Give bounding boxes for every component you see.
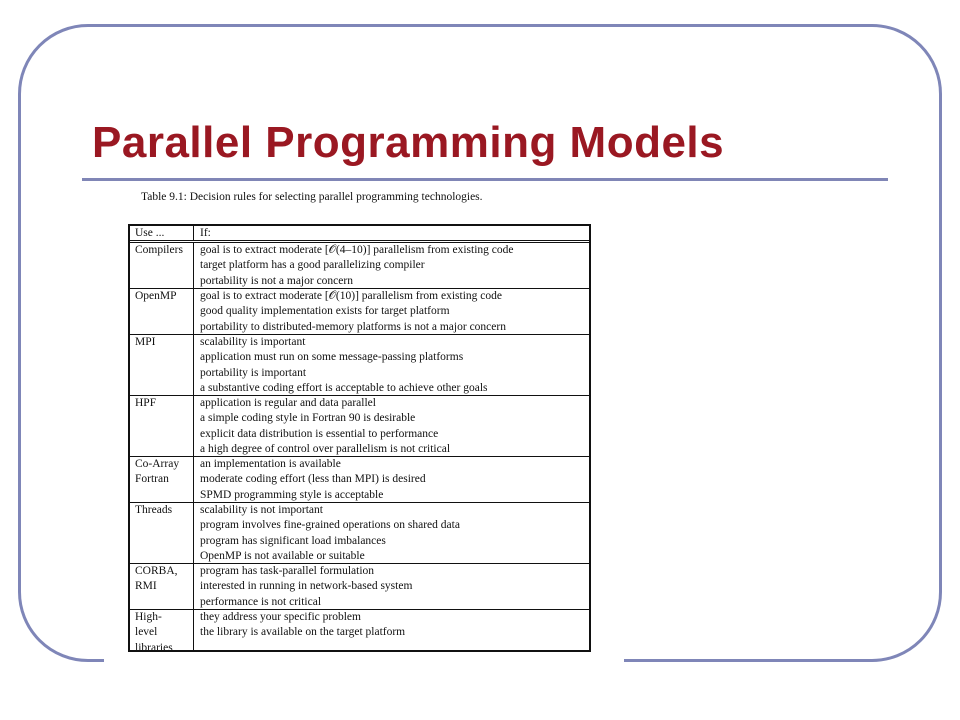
conditions-cell xyxy=(194,335,589,395)
header-if: If: xyxy=(200,227,211,239)
frame-gap xyxy=(104,654,624,668)
use-text: RMI xyxy=(135,580,157,593)
condition-text: program involves fine-grained operations on shared data xyxy=(200,519,460,532)
condition-text: program has task-parallel formulation xyxy=(200,565,375,577)
conditions-cell xyxy=(194,503,589,563)
conditions-cell xyxy=(194,243,589,288)
use-text: High- xyxy=(135,611,162,623)
use-cell xyxy=(130,289,194,334)
table-body xyxy=(130,243,589,652)
table-row xyxy=(130,610,589,652)
table-row xyxy=(130,457,589,503)
condition-text: scalability is important xyxy=(200,336,306,348)
condition-text: the library is available on the target platform xyxy=(200,626,406,639)
condition-text: portability to distributed-memory platforms is not a major concern xyxy=(200,320,506,333)
use-text: Threads xyxy=(135,504,173,516)
condition-text: portability is important xyxy=(200,366,307,379)
table-row xyxy=(130,243,589,289)
condition-text: explicit data distribution is essential to performance xyxy=(200,427,439,440)
condition-text: interested in running in network-based system xyxy=(200,580,413,593)
condition-text: target platform has a good parallelizing compiler xyxy=(200,259,425,272)
use-cell xyxy=(130,396,194,456)
use-text: HPF xyxy=(135,397,157,409)
table-caption: Table 9.1: Decision rules for selecting parallel programming technologies. xyxy=(141,191,483,203)
conditions-cell xyxy=(194,396,589,456)
condition-text: application is regular and data parallel xyxy=(200,397,376,409)
condition-text: a substantive coding effort is acceptable to achieve other goals xyxy=(200,381,488,394)
condition-text: scalability is not important xyxy=(200,504,323,516)
header-use: Use ... xyxy=(130,226,194,240)
use-text: level xyxy=(135,626,158,639)
condition-text: goal is to extract moderate [𝒪(10)] parallelism from existing code xyxy=(200,290,502,302)
use-cell xyxy=(130,503,194,563)
use-cell xyxy=(130,610,194,652)
use-cell xyxy=(130,564,194,609)
condition-text: a simple coding style in Fortran 90 is desirable xyxy=(200,412,416,425)
condition-text: application must run on some message-passing platforms xyxy=(200,351,464,364)
table-row xyxy=(130,335,589,396)
table-header-row xyxy=(130,226,589,243)
use-text: OpenMP xyxy=(135,290,177,302)
use-text: MPI xyxy=(135,336,156,348)
use-cell xyxy=(130,457,194,502)
table-row xyxy=(130,289,589,335)
condition-text: an implementation is available xyxy=(200,458,341,470)
conditions-cell xyxy=(194,564,589,609)
use-text: Co-Array xyxy=(135,458,180,470)
condition-text: program has significant load imbalances xyxy=(200,534,386,547)
condition-text: goal is to extract moderate [𝒪(4–10)] parallelism from existing code xyxy=(200,244,514,256)
conditions-cell xyxy=(194,457,589,502)
condition-text: they address your specific problem xyxy=(200,611,361,623)
condition-text: a high degree of control over parallelism is not critical xyxy=(200,442,451,455)
condition-text: SPMD programming style is acceptable xyxy=(200,488,384,501)
use-text: CORBA, xyxy=(135,565,178,577)
table-row xyxy=(130,564,589,610)
decision-table xyxy=(128,224,591,652)
use-cell xyxy=(130,243,194,288)
table-row xyxy=(130,503,589,564)
condition-text: OpenMP is not available or suitable xyxy=(200,549,365,562)
use-text: Compilers xyxy=(135,244,183,256)
condition-text: moderate coding effort (less than MPI) is desired xyxy=(200,473,426,486)
use-cell xyxy=(130,335,194,395)
table-row xyxy=(130,396,589,457)
condition-text: performance is not critical xyxy=(200,595,322,608)
conditions-cell xyxy=(194,289,589,334)
use-text: Fortran xyxy=(135,473,169,486)
condition-text: good quality implementation exists for target platform xyxy=(200,305,450,318)
slide-title: Parallel Programming Models xyxy=(92,118,725,167)
condition-text: portability is not a major concern xyxy=(200,274,353,287)
use-text: libraries xyxy=(135,641,173,652)
title-divider xyxy=(82,178,888,181)
conditions-cell xyxy=(194,610,589,652)
